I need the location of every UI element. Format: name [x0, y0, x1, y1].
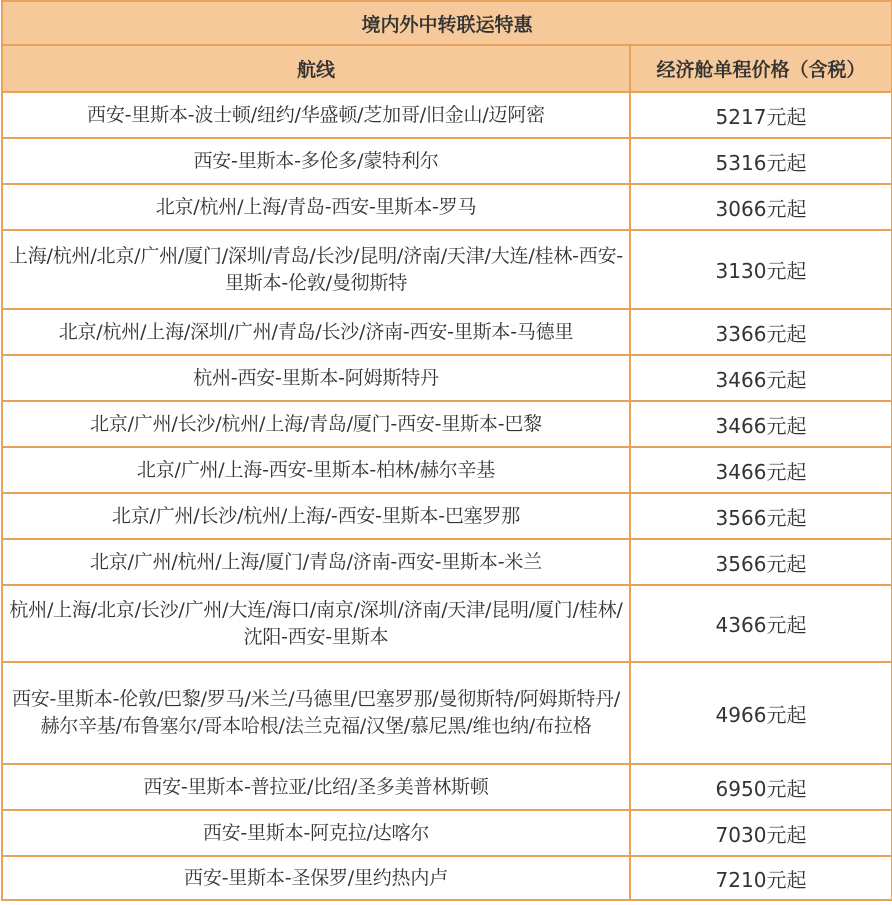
route-cell: 西安-里斯本-普拉亚/比绍/圣多美普林斯顿 [2, 764, 630, 810]
table-row [2, 92, 892, 138]
price-cell: 3066元起 [630, 184, 892, 230]
table-row [2, 810, 892, 856]
price-cell: 7030元起 [630, 810, 892, 856]
route-cell: 上海/杭州/北京/广州/厦门/深圳/青岛/长沙/昆明/济南/天津/大连/桂林-西安-里斯本-伦敦/曼彻斯特 [2, 230, 630, 309]
price-cell: 3466元起 [630, 355, 892, 401]
price-cell: 3130元起 [630, 230, 892, 309]
table-title-row [2, 1, 892, 45]
route-cell: 北京/杭州/上海/青岛-西安-里斯本-罗马 [2, 184, 630, 230]
table-row [2, 309, 892, 355]
table-row [2, 184, 892, 230]
route-cell: 杭州-西安-里斯本-阿姆斯特丹 [2, 355, 630, 401]
route-cell: 北京/杭州/上海/深圳/广州/青岛/长沙/济南-西安-里斯本-马德里 [2, 309, 630, 355]
price-cell: 3466元起 [630, 447, 892, 493]
route-cell: 西安-里斯本-阿克拉/达喀尔 [2, 810, 630, 856]
route-cell: 北京/广州/杭州/上海/厦门/青岛/济南-西安-里斯本-米兰 [2, 539, 630, 585]
route-cell: 西安-里斯本-伦敦/巴黎/罗马/米兰/马德里/巴塞罗那/曼彻斯特/阿姆斯特丹/赫尔辛基/布鲁塞尔/哥本哈根/法兰克福/汉堡/慕尼黑/维也纳/布拉格 [2, 662, 630, 764]
table-header-row [2, 45, 892, 92]
route-column-header: 航线 [2, 45, 630, 92]
fare-table [1, 0, 892, 901]
price-column-header: 经济舱单程价格（含税） [630, 45, 892, 92]
table-row [2, 355, 892, 401]
price-cell: 3366元起 [630, 309, 892, 355]
table-row [2, 138, 892, 184]
table-row [2, 230, 892, 309]
table-row [2, 401, 892, 447]
price-cell: 3566元起 [630, 493, 892, 539]
price-cell: 4966元起 [630, 662, 892, 764]
price-cell: 3466元起 [630, 401, 892, 447]
price-cell: 4366元起 [630, 585, 892, 662]
price-cell: 5316元起 [630, 138, 892, 184]
price-cell: 5217元起 [630, 92, 892, 138]
table-row [2, 585, 892, 662]
price-cell: 6950元起 [630, 764, 892, 810]
route-cell: 北京/广州/上海-西安-里斯本-柏林/赫尔辛基 [2, 447, 630, 493]
table-row [2, 539, 892, 585]
table-row [2, 493, 892, 539]
price-cell: 3566元起 [630, 539, 892, 585]
table-row [2, 764, 892, 810]
route-cell: 杭州/上海/北京/长沙/广州/大连/海口/南京/深圳/济南/天津/昆明/厦门/桂林/沈阳-西安-里斯本 [2, 585, 630, 662]
table-row [2, 447, 892, 493]
table-title: 境内外中转联运特惠 [2, 1, 892, 45]
table-row [2, 856, 892, 900]
route-cell: 北京/广州/长沙/杭州/上海/青岛/厦门-西安-里斯本-巴黎 [2, 401, 630, 447]
table-row [2, 662, 892, 764]
route-cell: 西安-里斯本-多伦多/蒙特利尔 [2, 138, 630, 184]
price-cell: 7210元起 [630, 856, 892, 900]
route-cell: 西安-里斯本-圣保罗/里约热内卢 [2, 856, 630, 900]
route-cell: 西安-里斯本-波士顿/纽约/华盛顿/芝加哥/旧金山/迈阿密 [2, 92, 630, 138]
route-cell: 北京/广州/长沙/杭州/上海/-西安-里斯本-巴塞罗那 [2, 493, 630, 539]
